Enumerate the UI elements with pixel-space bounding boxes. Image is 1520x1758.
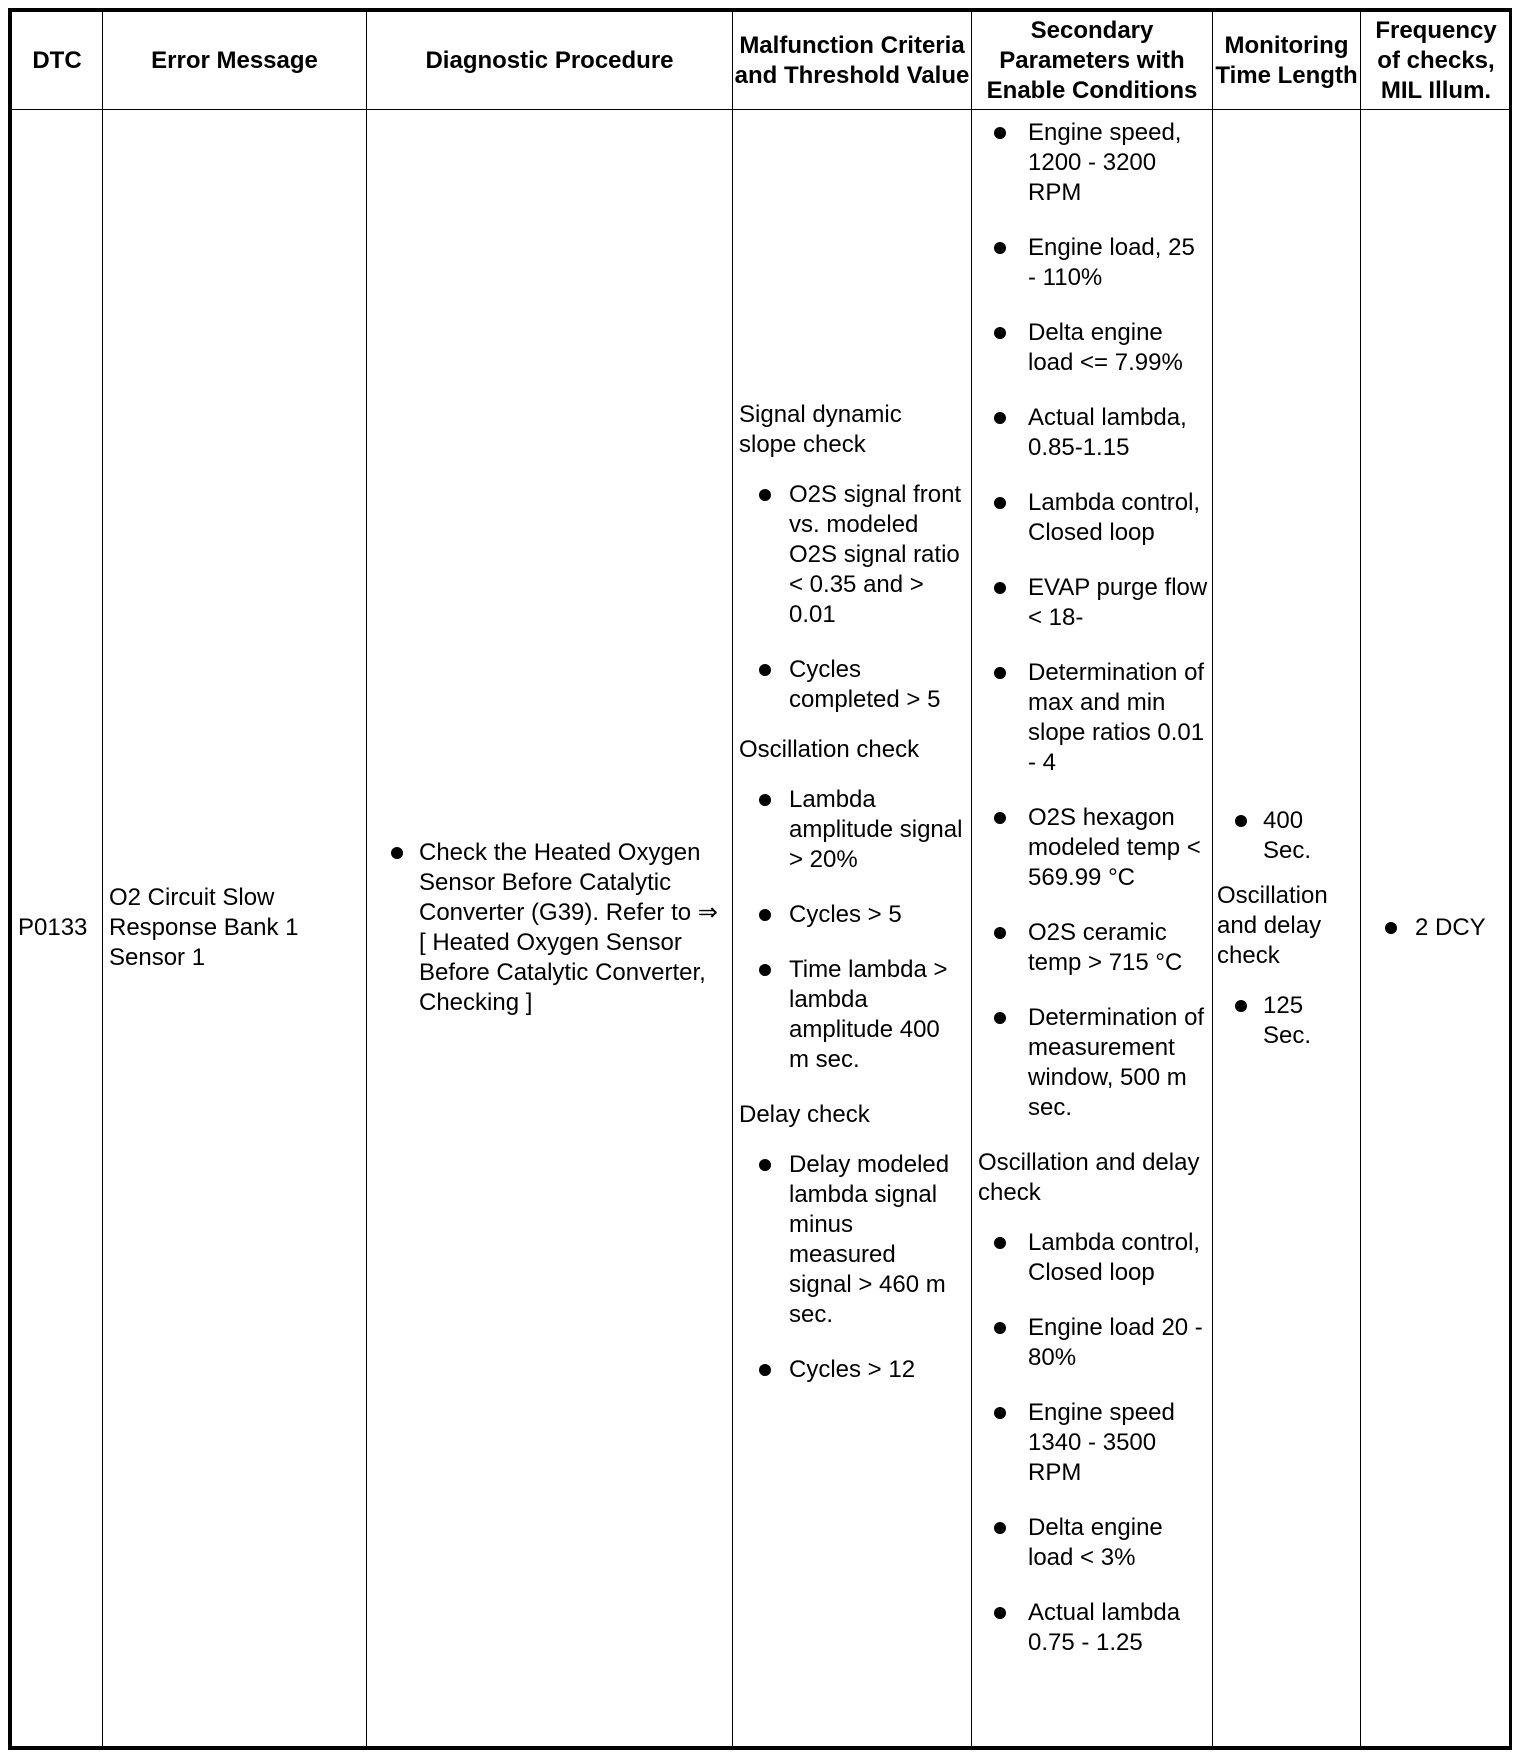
list-item: Lambda control, Closed loop xyxy=(978,1228,1208,1288)
delay-check-title: Delay check xyxy=(739,1101,870,1128)
list-item: O2S ceramic temp > 715 °C xyxy=(978,918,1208,978)
table-header-row xyxy=(12,12,1512,110)
monitoring-osc-title: Oscillation and delay check xyxy=(1217,881,1328,969)
list-item: Lambda amplitude signal > 20% xyxy=(739,785,965,875)
header-monitoring-time: Monitoring Time Length xyxy=(1213,12,1361,110)
header-dtc: DTC xyxy=(12,12,103,110)
list-item: Actual lambda 0.75 - 1.25 xyxy=(978,1598,1208,1658)
list-item: Lambda control, Closed loop xyxy=(978,488,1208,548)
list-item: Delay modeled lambda signal minus measured signal > 460 m sec. xyxy=(739,1150,965,1330)
header-error-message: Error Message xyxy=(103,12,367,110)
table-row xyxy=(12,110,1512,1747)
list-item: Determination of measurement window, 500 m sec. xyxy=(978,1003,1208,1123)
list-item: Delta engine load < 3% xyxy=(978,1513,1208,1573)
header-malfunction-criteria: Malfunction Criteria and Threshold Value xyxy=(733,12,972,110)
secondary-parameters-cell xyxy=(972,110,1213,1747)
list-item: Cycles completed > 5 xyxy=(739,655,965,715)
monitoring-time-secondary: 125 Sec. xyxy=(1217,991,1356,1051)
list-item: O2S signal front vs. modeled O2S signal ratio < 0.35 and > 0.01 xyxy=(739,480,965,630)
monitoring-time-primary: 400 Sec. xyxy=(1217,806,1356,866)
oscillation-check-title: Oscillation check xyxy=(739,736,920,763)
dtc-table-sheet xyxy=(8,8,1512,1750)
monitoring-time-cell xyxy=(1213,110,1361,1747)
list-item: Engine load 20 - 80% xyxy=(978,1313,1208,1373)
list-item: O2S hexagon modeled temp < 569.99 °C xyxy=(978,803,1208,893)
list-item: EVAP purge flow < 18- xyxy=(978,573,1208,633)
list-item: Engine load, 25 - 110% xyxy=(978,233,1208,293)
list-item: Time lambda > lambda amplitude 400 m sec. xyxy=(739,955,965,1075)
header-secondary-parameters: Secondary Parameters with Enable Conditions xyxy=(972,12,1213,110)
header-diagnostic-procedure: Diagnostic Procedure xyxy=(367,12,733,110)
list-item: Actual lambda, 0.85-1.15 xyxy=(978,403,1208,463)
frequency-value: 2 DCY xyxy=(1381,913,1511,943)
frequency-cell xyxy=(1361,110,1512,1747)
dtc-table xyxy=(11,11,1512,1747)
oscillation-delay-list xyxy=(978,1228,1208,1658)
diagnostic-procedure-item: Check the Heated Oxygen Sensor Before Catalytic Converter (G39). Refer to ⇒ [ Heated Oxygen Sensor Before Catalytic Converter, Checking ] xyxy=(387,838,724,1018)
error-message: O2 Circuit Slow Response Bank 1 Sensor 1 xyxy=(103,110,367,1747)
list-item: Cycles > 12 xyxy=(739,1355,965,1385)
list-item: Determination of max and min slope ratios 0.01 - 4 xyxy=(978,658,1208,778)
signal-dynamic-list xyxy=(739,480,965,715)
list-item: Cycles > 5 xyxy=(739,900,965,930)
diagnostic-procedure-cell xyxy=(367,110,733,1747)
list-item: Delta engine load <= 7.99% xyxy=(978,318,1208,378)
malfunction-criteria-cell xyxy=(733,110,972,1747)
list-item: Engine speed 1340 - 3500 RPM xyxy=(978,1398,1208,1488)
oscillation-check-list xyxy=(739,785,965,1075)
header-frequency: Frequency of checks, MIL Illum. xyxy=(1361,12,1512,110)
delay-check-list xyxy=(739,1150,965,1385)
signal-dynamic-title: Signal dynamic slope check xyxy=(739,401,902,458)
list-item: Engine speed, 1200 - 3200 RPM xyxy=(978,118,1208,208)
secondary-parameters-list xyxy=(978,118,1208,1123)
oscillation-delay-title: Oscillation and delay check xyxy=(978,1149,1200,1206)
dtc-code: P0133 xyxy=(12,110,103,1747)
